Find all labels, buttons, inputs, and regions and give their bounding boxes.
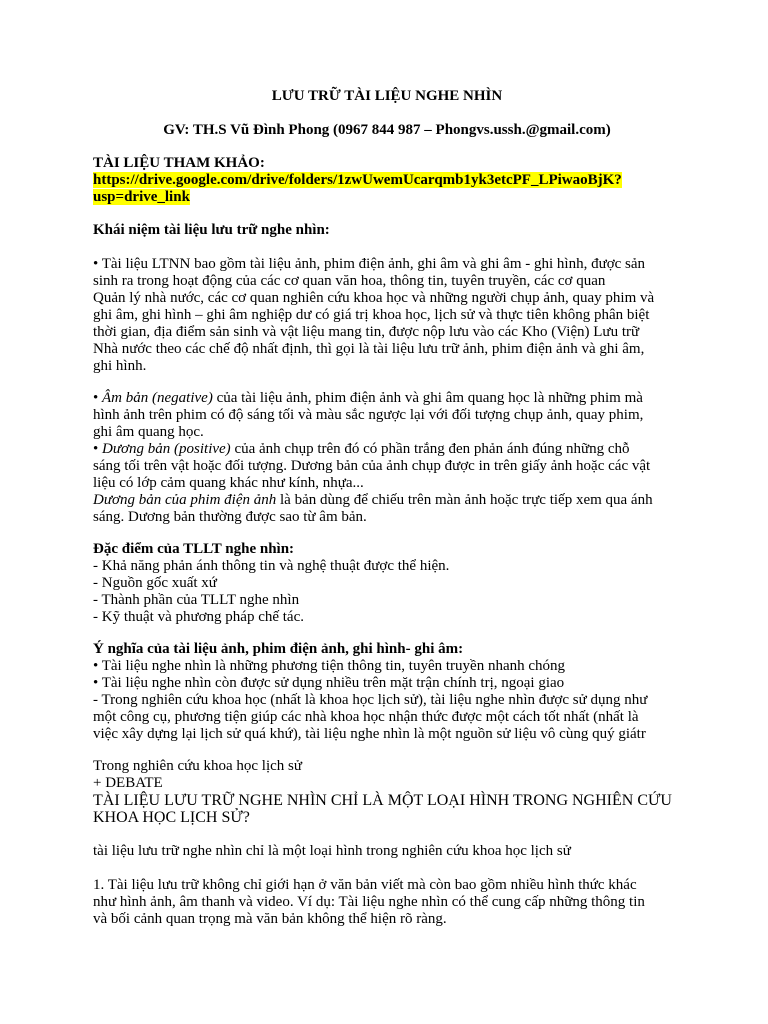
bullet: • xyxy=(93,441,103,457)
features-item: - Khả năng phản ánh thông tin và nghệ thuật được thể hiện. xyxy=(93,558,450,574)
meaning-heading: Ý nghĩa của tài liệu ảnh, phim điện ảnh, ghi hình- ghi âm: xyxy=(93,641,464,657)
references-section xyxy=(93,155,681,206)
film-positive-text: là bản dùng để chiếu trên màn ảnh hoặc trực tiếp xem qua ánh xyxy=(276,492,653,508)
debate-question: KHOA HỌC LỊCH SỬ? xyxy=(93,809,250,826)
film-positive-term: Dương bản của phim điện ảnh xyxy=(93,492,277,508)
concept-line: ghi âm, ghi hình – ghi âm nghiệp dư có giá trị khoa học, lịch sử và thực tiên không phân biệt xyxy=(93,307,650,323)
meaning-line: một công cụ, phương tiện giúp các nhà khoa học nhận thức được một cách tốt nhất (nhất là xyxy=(93,709,639,725)
negative-line: ghi âm quang học. xyxy=(93,424,204,440)
meaning-line: việc xây dựng lại lịch sử quá khứ), tài liệu nghe nhìn là một nguồn sử liệu vô cùng quý giátr xyxy=(93,726,646,742)
meaning-line: • Tài liệu nghe nhìn còn được sử dụng nhiều trên mặt trận chính trị, ngoại giao xyxy=(93,675,565,691)
features-heading: Đặc điểm của TLLT nghe nhìn: xyxy=(93,541,295,557)
features-item: - Nguồn gốc xuất xứ xyxy=(93,575,217,591)
references-heading: TÀI LIỆU THAM KHẢO: xyxy=(93,155,265,171)
concept-line: ghi hình. xyxy=(93,358,147,374)
point-line: 1. Tài liệu lưu trữ không chỉ giới hạn ở văn bản viết mà còn bao gồm nhiều hình thức khác xyxy=(93,877,637,893)
film-positive-line xyxy=(93,492,681,509)
concept-paragraph xyxy=(93,256,681,375)
debate-question: TÀI LIỆU LƯU TRỮ NGHE NHÌN CHỈ LÀ MỘT LOẠI HÌNH TRONG NGHIÊN CỨU xyxy=(93,792,672,809)
document-title: LƯU TRỮ TÀI LIỆU NGHE NHÌN xyxy=(271,88,503,104)
features-item: - Thành phần của TLLT nghe nhìn xyxy=(93,592,300,608)
positive-line: liệu có lớp cảm quang khác như kính, nhựa... xyxy=(93,475,364,491)
positive-term: Dương bản (positive) xyxy=(102,441,231,457)
film-positive-line: sáng. Dương bản thường được sao từ âm bản. xyxy=(93,509,367,525)
features-item: - Kỹ thuật và phương pháp chế tác. xyxy=(93,609,304,625)
negative-line xyxy=(93,390,681,407)
concept-line: • Tài liệu LTNN bao gồm tài liệu ảnh, phim điện ảnh, ghi âm và ghi âm - ghi hình, được sản xyxy=(93,256,646,272)
positive-line xyxy=(93,441,681,458)
references-link[interactable]: https://drive.google.com/drive/folders/1zwUwemUcarqmb1yk3etcPF_LPiwaoBjK? xyxy=(93,172,622,188)
features-section xyxy=(93,541,681,626)
debate-line: Trong nghiên cứu khoa học lịch sử xyxy=(93,758,303,774)
negative-line: hình ảnh trên phim có độ sáng tối và màu sắc ngược lại với đối tượng chụp ảnh, quay phim, xyxy=(93,407,644,423)
positive-text: của ảnh chụp trên đó có phần trắng đen phản ánh đúng những chỗ xyxy=(230,441,630,457)
debate-label: + DEBATE xyxy=(93,775,163,791)
concept-line: sinh ra trong hoạt động của các cơ quan văn hoa, thông tin, tuyên truyền, các cơ quan xyxy=(93,273,606,289)
concept-line: thời gian, địa điểm sản sinh và vật liệu mang tin, được nộp lưu vào các Kho (Viện) Lưu trữ xyxy=(93,324,640,340)
concept-heading: Khái niệm tài liệu lưu trữ nghe nhìn: xyxy=(93,222,330,238)
negative-term: Âm bản (negative) xyxy=(102,390,213,406)
debate-point-1 xyxy=(93,877,681,928)
concept-line: Nhà nước theo các chế độ nhất định, thì gọi là tài liệu lưu trữ ảnh, phim điện ảnh và ghi âm, xyxy=(93,341,645,357)
concept-line: Quản lý nhà nước, các cơ quan nghiên cứu khoa học và những người chụp ảnh, quay phim và xyxy=(93,290,655,306)
meaning-line: • Tài liệu nghe nhìn là những phương tiện thông tin, tuyên truyền nhanh chóng xyxy=(93,658,566,674)
bullet: • xyxy=(93,390,103,406)
negative-positive-section xyxy=(93,390,681,526)
meaning-section xyxy=(93,641,681,743)
point-line: và bối cảnh quan trọng mà văn bản không thể hiện rõ ràng. xyxy=(93,911,447,927)
positive-line: sáng tối trên vật hoặc đối tượng. Dương bản của ảnh chụp được in trên giấy ảnh hoặc các vật xyxy=(93,458,651,474)
negative-text: của tài liệu ảnh, phim điện ảnh và ghi âm quang học là những phim mà xyxy=(212,390,643,406)
references-link-continued[interactable]: usp=drive_link xyxy=(93,189,190,205)
debate-section xyxy=(93,758,681,826)
lecturer-info: GV: TH.S Vũ Đình Phong (0967 844 987 – Phongvs.ussh.@gmail.com) xyxy=(163,122,611,138)
meaning-line: - Trong nghiên cứu khoa học (nhất là khoa học lịch sử), tài liệu nghe nhìn được sử dụng như xyxy=(93,692,648,708)
point-line: như hình ảnh, âm thanh và video. Ví dụ: Tài liệu nghe nhìn có thể cung cấp những thông tin xyxy=(93,894,645,910)
debate-statement: tài liệu lưu trữ nghe nhìn chỉ là một loại hình trong nghiên cứu khoa học lịch sử xyxy=(93,843,571,859)
